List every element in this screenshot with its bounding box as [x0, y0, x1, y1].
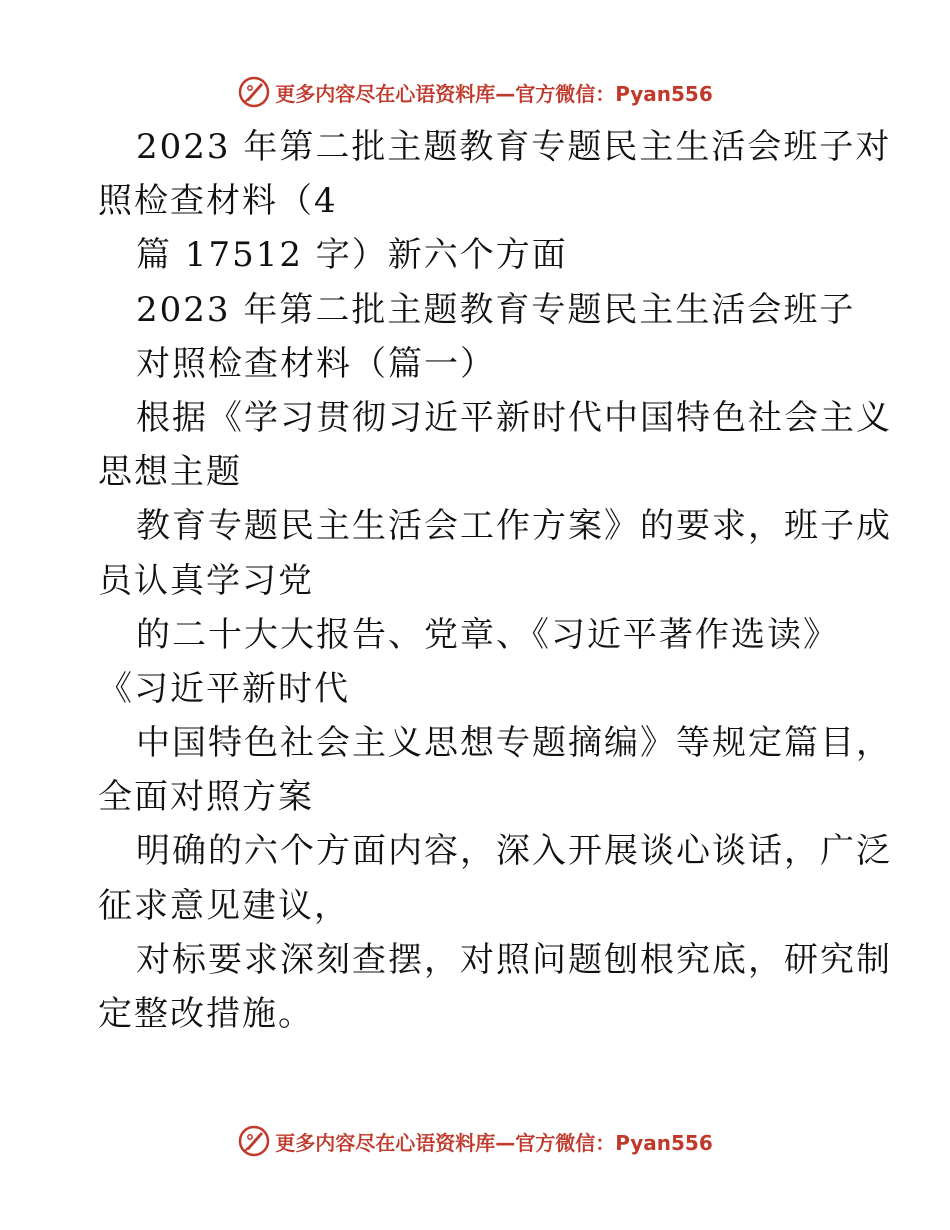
doc-line: 定整改措施。	[98, 994, 314, 1034]
footer-banner	[0, 1121, 950, 1161]
doc-line: 的二十大大报告、党章、《习近平著作选读》	[136, 614, 839, 655]
doc-line: 2023 年第二批主题教育专题民主生活会班子对	[136, 127, 892, 167]
doc-line: 征求意见建议，	[98, 885, 350, 926]
doc-line: 根据《学习贯彻习近平新时代中国特色社会主义	[136, 397, 892, 438]
doc-line: 教育专题民主生活会工作方案》的要求，班子成	[136, 506, 892, 547]
doc-line: 《习近平新时代	[98, 668, 350, 709]
doc-line: 照检查材料（4	[98, 181, 338, 222]
header-banner-text: 更多内容尽在心语资料库—官方微信：Pyan556	[275, 81, 713, 106]
footer-banner-text: 更多内容尽在心语资料库—官方微信：Pyan556	[275, 1130, 713, 1155]
doc-line: 中国特色社会主义思想专题摘编》等规定篇目，	[136, 723, 892, 764]
feather-pen-icon	[237, 1124, 271, 1158]
doc-line: 对标要求深刻查摆，对照问题刨根究底，研究制	[136, 939, 892, 980]
feather-pen-icon	[237, 75, 271, 109]
doc-line: 员认真学习党	[98, 560, 314, 601]
doc-line: 思想主题	[98, 452, 242, 493]
doc-line: 全面对照方案	[98, 777, 314, 818]
header-banner	[0, 72, 950, 112]
doc-line: 篇 17512 字）新六个方面	[136, 235, 568, 276]
doc-line: 对照检查材料（篇一）	[136, 343, 496, 384]
document-body	[98, 120, 892, 1041]
doc-line: 2023 年第二批主题教育专题民主生活会班子	[136, 289, 856, 330]
doc-line: 明确的六个方面内容，深入开展谈心谈话，广泛	[136, 831, 892, 872]
